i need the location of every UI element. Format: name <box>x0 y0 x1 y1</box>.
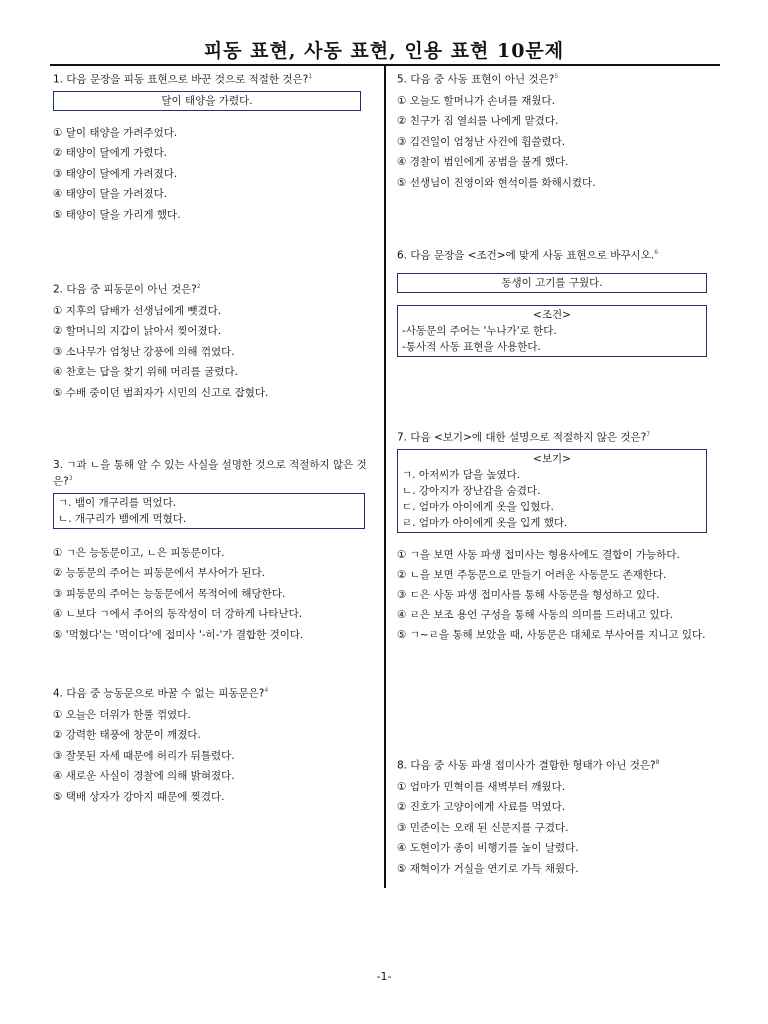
answer-options <box>53 705 371 808</box>
example-line: ㄴ. 강아지가 장난감을 숨겼다. <box>402 484 541 497</box>
question-5 <box>397 66 719 193</box>
answer-option[interactable]: ② ㄴ을 보면 주동문으로 만들기 어려운 사동문도 존재한다. <box>397 568 667 581</box>
question-stem: 4. 다음 중 능동문으로 바꿀 수 없는 피동문은? <box>53 687 265 700</box>
condition-line: -통사적 사동 표현을 사용한다. <box>402 340 541 353</box>
answer-option[interactable]: ① 지후의 담배가 선생님에게 뺏겼다. <box>53 304 222 317</box>
answer-options <box>53 301 371 404</box>
question-mark: 4 <box>264 687 269 694</box>
answer-option[interactable]: ① ㄱ은 능동문이고, ㄴ은 피동문이다. <box>53 546 225 559</box>
answer-option[interactable]: ① ㄱ을 보면 사동 파생 접미사는 형용사에도 결합이 가능하다. <box>397 548 680 561</box>
question-mark: 3 <box>68 475 73 482</box>
answer-option[interactable]: ① 오늘은 더위가 한풀 꺾였다. <box>53 708 191 721</box>
question-mark: 7 <box>646 431 651 438</box>
question-1 <box>53 66 371 225</box>
answer-option[interactable]: ④ 새로운 사실이 경찰에 의해 밝혀졌다. <box>53 770 235 783</box>
question-mark: 8 <box>655 759 660 766</box>
answer-option[interactable]: ② 진호가 고양이에게 사료를 먹였다. <box>397 801 566 814</box>
question-2 <box>53 276 371 403</box>
answer-option[interactable]: ② 친구가 짐 열쇠를 나에게 맡겼다. <box>397 115 559 128</box>
answer-option[interactable]: ④ 경찰이 범인에게 공범을 불게 했다. <box>397 156 569 169</box>
answer-option[interactable]: ③ 잘못된 자세 때문에 허리가 뒤틀렸다. <box>53 749 235 762</box>
question-6 <box>397 242 719 363</box>
answer-option[interactable]: ③ ㄷ은 사동 파생 접미사를 통해 사동문을 형성하고 있다. <box>397 588 660 601</box>
answer-option[interactable]: ③ 김건일이 엄청난 사건에 휩쓸렸다. <box>397 135 566 148</box>
condition-box <box>397 305 707 357</box>
question-stem: 7. 다음 <보기>에 대한 설명으로 적절하지 않은 것은? <box>397 431 647 444</box>
example-box <box>53 493 365 529</box>
answer-options <box>397 547 715 643</box>
answer-option[interactable]: ② 능동문의 주어는 피동문에서 부사어가 된다. <box>53 567 266 580</box>
answer-option[interactable]: ② 할머니의 지갑이 낡아서 찢어졌다. <box>53 325 222 338</box>
example-line: ㄱ. 뱀이 개구리를 먹었다. <box>58 496 177 509</box>
example-line: ㄴ. 개구리가 뱀에게 먹혔다. <box>58 512 187 525</box>
example-heading: <보기> <box>533 452 571 465</box>
condition-heading: <조건> <box>533 308 571 321</box>
question-8 <box>397 752 719 879</box>
answer-option[interactable]: ⑤ '먹혔다'는 '먹이다'에 접미사 '-히-'가 결합한 것이다. <box>53 628 304 641</box>
question-stem: 1. 다음 문장을 피동 표현으로 바꾼 것으로 적절한 것은? <box>53 73 309 86</box>
answer-option[interactable]: ⑤ 재혁이가 거실을 연기로 가득 채웠다. <box>397 862 579 875</box>
answer-option[interactable]: ① 엄마가 민혁이를 새벽부터 깨웠다. <box>397 780 566 793</box>
answer-option[interactable]: ④ 찬호는 답을 찾기 위해 머리를 굴렸다. <box>53 366 238 379</box>
question-stem: 2. 다음 중 피동문이 아닌 것은? <box>53 283 197 296</box>
question-3 <box>53 454 371 645</box>
given-sentence-box: 달이 태양을 가렸다. <box>53 91 361 111</box>
question-stem: 8. 다음 중 사동 파생 접미사가 결합한 형태가 아닌 것은? <box>397 759 656 772</box>
answer-option[interactable]: ① 달이 태양을 가려주었다. <box>53 126 178 139</box>
answer-option[interactable]: ④ ㄹ은 보조 용언 구성을 통해 사동의 의미를 드러내고 있다. <box>397 608 674 621</box>
answer-option[interactable]: ④ ㄴ보다 ㄱ에서 주어의 동작성이 더 강하게 나타난다. <box>53 608 303 621</box>
answer-options <box>53 543 371 646</box>
question-mark: 2 <box>196 283 201 290</box>
column-divider <box>384 66 386 888</box>
answer-option[interactable]: ③ 피동문의 주어는 능동문에서 목적어에 해당한다. <box>53 587 286 600</box>
answer-option[interactable]: ⑤ 수배 중이던 범죄자가 시민의 신고로 잡혔다. <box>53 386 269 399</box>
answer-option[interactable]: ⑤ 택배 상자가 강아지 때문에 찢겼다. <box>53 790 225 803</box>
page-title: 피동 표현, 사동 표현, 인용 표현 10문제 <box>203 40 565 62</box>
answer-option[interactable]: ④ 도현이가 종이 비행기를 높이 날렸다. <box>397 842 579 855</box>
question-stem: 5. 다음 중 사동 표현이 아닌 것은? <box>397 73 555 86</box>
question-mark: 5 <box>554 73 559 80</box>
answer-option[interactable]: ⑤ 선생님이 진영이와 현석이를 화해시켰다. <box>397 176 596 189</box>
question-7 <box>397 424 719 647</box>
example-line: ㄷ. 엄마가 아이에게 옷을 입혔다. <box>402 500 554 513</box>
answer-option[interactable]: ③ 소나무가 엄청난 강풍에 의해 꺾였다. <box>53 345 235 358</box>
answer-options <box>397 91 719 194</box>
answer-option[interactable]: ④ 태양이 달을 가려졌다. <box>53 188 168 201</box>
answer-option[interactable]: ② 태양이 달에게 가렸다. <box>53 147 168 160</box>
question-4 <box>53 680 371 807</box>
answer-option[interactable]: ① 오늘도 할머니가 손녀를 재웠다. <box>397 94 555 107</box>
answer-option[interactable]: ② 강력한 태풍에 창문이 깨졌다. <box>53 729 201 742</box>
given-sentence-box: 동생이 고기를 구웠다. <box>397 273 707 293</box>
answer-options <box>53 123 371 226</box>
answer-option[interactable]: ⑤ 태양이 달을 가리게 했다. <box>53 208 181 221</box>
example-box <box>397 449 707 533</box>
condition-line: -사동문의 주어는 '누나가'로 한다. <box>402 324 557 337</box>
answer-option[interactable]: ⑤ ㄱ~ㄹ을 통해 보았을 때, 사동문은 대체로 부사어를 지니고 있다. <box>397 628 706 641</box>
page-number: -1- <box>376 970 392 983</box>
question-mark: 6 <box>654 249 659 256</box>
question-stem: 6. 다음 문장을 <조건>에 맞게 사동 표현으로 바꾸시오. <box>397 249 655 262</box>
example-line: ㄹ. 엄마가 아이에게 옷을 입게 했다. <box>402 516 568 529</box>
answer-option[interactable]: ③ 민준이는 오래 된 신문지를 구겼다. <box>397 821 569 834</box>
question-mark: 1 <box>308 73 313 80</box>
question-stem: 3. ㄱ과 ㄴ을 통해 알 수 있는 사실을 설명한 것으로 적절하지 않은 것은? <box>53 459 367 488</box>
answer-option[interactable]: ③ 태양이 달에게 가려졌다. <box>53 167 178 180</box>
answer-options <box>397 777 719 880</box>
example-line: ㄱ. 아저씨가 담을 높였다. <box>402 468 521 481</box>
